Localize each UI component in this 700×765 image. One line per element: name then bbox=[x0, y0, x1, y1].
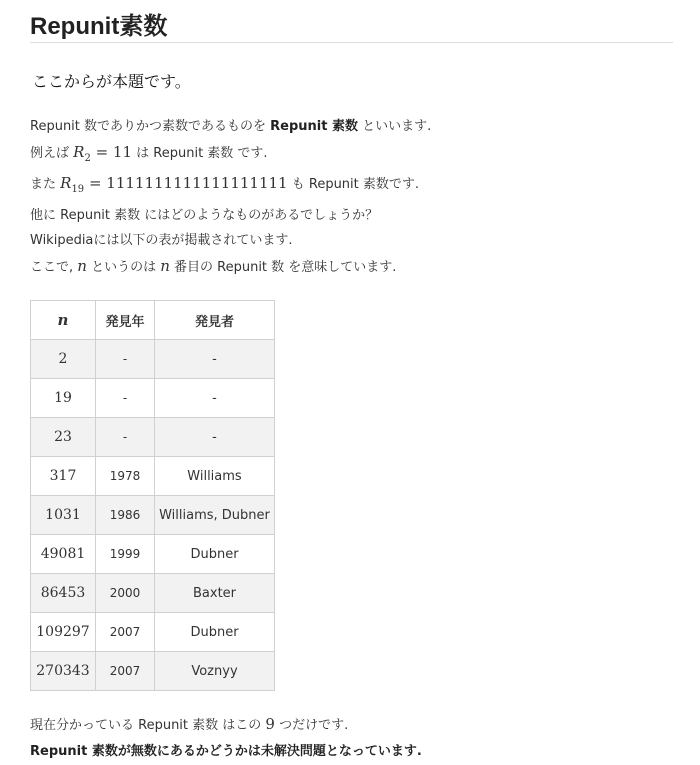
cell-discoverer: Dubner bbox=[155, 613, 275, 652]
table-row bbox=[31, 340, 275, 379]
intro-line-3: また $R_{19} = 1111111111111111111$ も Repunit 素数です. bbox=[30, 174, 420, 195]
cell-discoverer: Dubner bbox=[155, 535, 275, 574]
cell-year: 1978 bbox=[96, 457, 155, 496]
header-n: n bbox=[31, 301, 96, 340]
table-row bbox=[31, 379, 275, 418]
cell-n: 2 bbox=[31, 340, 96, 379]
table-row bbox=[31, 613, 275, 652]
cell-year: - bbox=[96, 418, 155, 457]
header-discoverer: 発見者 bbox=[155, 301, 275, 340]
cell-discoverer: - bbox=[155, 418, 275, 457]
cell-year: - bbox=[96, 379, 155, 418]
cell-n: 49081 bbox=[31, 535, 96, 574]
section-heading: ここからが本題です。 bbox=[32, 72, 191, 91]
cell-year: - bbox=[96, 340, 155, 379]
table-row bbox=[31, 652, 275, 691]
cell-year: 2007 bbox=[96, 652, 155, 691]
cell-n: 270343 bbox=[31, 652, 96, 691]
header-year: 発見年 bbox=[96, 301, 155, 340]
table-header-row bbox=[31, 301, 275, 340]
intro-line-5: Wikipediaには以下の表が掲載されています. bbox=[30, 233, 293, 248]
intro-line-2: 例えば $R_2 = 11$ は Repunit 素数 です. bbox=[30, 142, 268, 164]
cell-n: 19 bbox=[31, 379, 96, 418]
intro-line-6: ここで, n というのは n 番目の Repunit 数 を意味しています. bbox=[30, 256, 397, 275]
intro-line-4: 他に Repunit 素数 にはどのようなものがあるでしょうか？ bbox=[30, 207, 379, 223]
bold-term: Repunit 素数 bbox=[270, 119, 358, 134]
cell-discoverer: Williams bbox=[155, 457, 275, 496]
intro-line-1: Repunit 数でありかつ素数であるものを Repunit 素数 といいます. bbox=[30, 119, 432, 134]
intro-paragraph bbox=[30, 114, 673, 280]
cell-n: 1031 bbox=[31, 496, 96, 535]
math-r19: $R_{19} = 1111111111111111111$ bbox=[60, 174, 288, 195]
cell-year: 1986 bbox=[96, 496, 155, 535]
cell-year: 2007 bbox=[96, 613, 155, 652]
conclusion-line-2: Repunit 素数が無数にあるかどうかは未解決問題となっています. bbox=[30, 744, 422, 759]
table-row bbox=[31, 535, 275, 574]
cell-discoverer: - bbox=[155, 379, 275, 418]
cell-n: 317 bbox=[31, 457, 96, 496]
math-r2: $R_2 = 11$ bbox=[73, 142, 133, 164]
cell-discoverer: Williams, Dubner bbox=[155, 496, 275, 535]
cell-discoverer: Baxter bbox=[155, 574, 275, 613]
cell-discoverer: - bbox=[155, 340, 275, 379]
cell-n: 109297 bbox=[31, 613, 96, 652]
conclusion-paragraph bbox=[30, 711, 673, 765]
table-row bbox=[31, 574, 275, 613]
repunit-prime-table bbox=[30, 300, 275, 691]
cell-n: 86453 bbox=[31, 574, 96, 613]
cell-year: 2000 bbox=[96, 574, 155, 613]
cell-discoverer: Voznyy bbox=[155, 652, 275, 691]
table-row bbox=[31, 496, 275, 535]
page-title: Repunit素数 bbox=[30, 0, 673, 43]
cell-year: 1999 bbox=[96, 535, 155, 574]
table-row bbox=[31, 457, 275, 496]
cell-n: 23 bbox=[31, 418, 96, 457]
conclusion-line-1: 現在分かっている Repunit 素数 はこの 9 つだけです. bbox=[30, 715, 349, 733]
table-row bbox=[31, 418, 275, 457]
